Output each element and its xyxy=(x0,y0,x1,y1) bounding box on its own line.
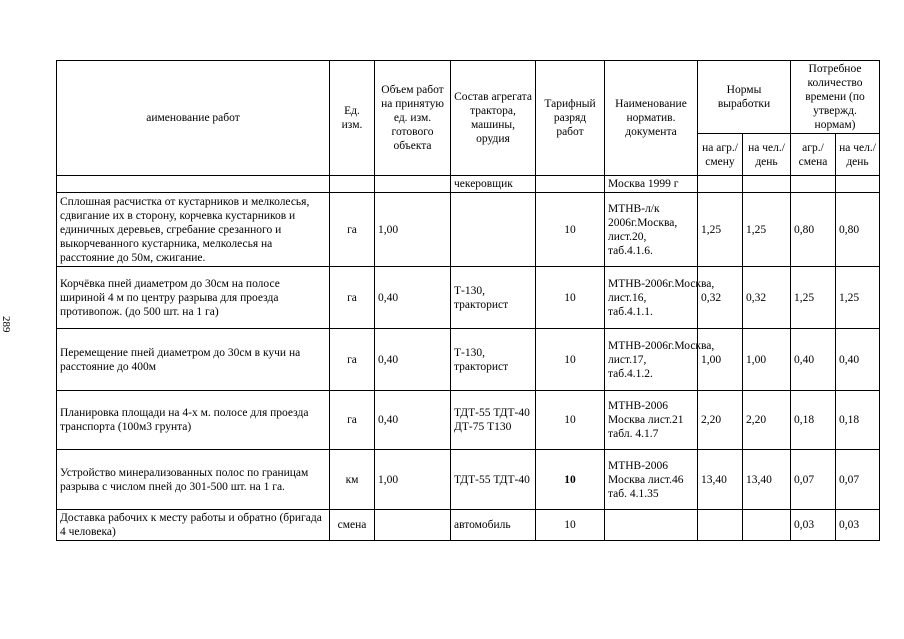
cell-time-man: 0,18 xyxy=(836,391,880,450)
cell-output-man xyxy=(743,510,791,541)
cell-output-agr xyxy=(698,176,743,193)
cell-output-man: 13,40 xyxy=(743,450,791,510)
cell-time-agr: 0,18 xyxy=(791,391,836,450)
header-output-norms: Нормы выработки xyxy=(698,61,791,134)
cell-grade: 10 xyxy=(536,391,605,450)
cell-name: Планировка площади на 4-х м. полосе для проезда транспорта (100м3 грунта) xyxy=(57,391,330,450)
cell-volume: 0,40 xyxy=(375,329,451,391)
cell-output-agr: 0,32 xyxy=(698,267,743,329)
cell-volume: 1,00 xyxy=(375,193,451,267)
cell-aggregate: ТДТ-55 ТДТ-40 ДТ-75 Т130 xyxy=(451,391,536,450)
cell-unit: км xyxy=(330,450,375,510)
header-unit: Ед. изм. xyxy=(330,61,375,176)
cell-grade: 10 xyxy=(536,193,605,267)
cell-time-agr: 1,25 xyxy=(791,267,836,329)
table-row xyxy=(57,193,880,267)
cell-unit: смена xyxy=(330,510,375,541)
cell-document: МТНВ-2006 Москва лист.21 табл. 4.1.7 xyxy=(605,391,698,450)
cell-document xyxy=(605,510,698,541)
header-aggregate: Состав агрегата трактора, машины, орудия xyxy=(451,61,536,176)
cell-volume: 1,00 xyxy=(375,450,451,510)
cell-document: Москва 1999 г xyxy=(605,176,698,193)
cell-aggregate: Т-130, тракторист xyxy=(451,329,536,391)
cell-time-man: 0,40 xyxy=(836,329,880,391)
cell-aggregate xyxy=(451,193,536,267)
cell-volume xyxy=(375,510,451,541)
header-volume: Объем работ на принятую ед. изм. готового объекта xyxy=(375,61,451,176)
work-norms-table xyxy=(56,60,880,541)
cell-time-agr: 0,03 xyxy=(791,510,836,541)
cell-document: МТНВ-2006г.Москва, лист.17, таб.4.1.2. xyxy=(605,329,698,391)
cell-document: МТНВ-2006г.Москва, лист.16, таб.4.1.1. xyxy=(605,267,698,329)
cell-volume: 0,40 xyxy=(375,391,451,450)
table-row xyxy=(57,176,880,193)
cell-unit: га xyxy=(330,329,375,391)
cell-time-agr: 0,07 xyxy=(791,450,836,510)
cell-unit: га xyxy=(330,193,375,267)
cell-time-agr: 0,40 xyxy=(791,329,836,391)
page-number: 289 xyxy=(0,316,12,333)
cell-output-agr: 2,20 xyxy=(698,391,743,450)
cell-output-man: 2,20 xyxy=(743,391,791,450)
cell-document: МТНВ-л/к 2006г.Москва, лист.20, таб.4.1.6. xyxy=(605,193,698,267)
table-row xyxy=(57,450,880,510)
cell-grade xyxy=(536,176,605,193)
cell-time-man: 0,80 xyxy=(836,193,880,267)
header-document: Наименование норматив. документа xyxy=(605,61,698,176)
cell-aggregate: ТДТ-55 ТДТ-40 xyxy=(451,450,536,510)
cell-name xyxy=(57,176,330,193)
header-output-man: на чел./ день xyxy=(743,134,791,176)
cell-grade: 10 xyxy=(536,267,605,329)
header-name: аименование работ xyxy=(57,61,330,176)
cell-output-man xyxy=(743,176,791,193)
cell-output-agr: 13,40 xyxy=(698,450,743,510)
cell-name: Доставка рабочих к месту работы и обратно (бригада 4 человека) xyxy=(57,510,330,541)
table-row xyxy=(57,391,880,450)
cell-name: Корчёвка пней диаметром до 30см на полосе шириной 4 м по центру разрыва для проезда противопож. (до 500 шт. на 1 га) xyxy=(57,267,330,329)
cell-output-man: 1,00 xyxy=(743,329,791,391)
cell-unit xyxy=(330,176,375,193)
header-output-agr: на агр./ смену xyxy=(698,134,743,176)
cell-grade: 10 xyxy=(536,510,605,541)
cell-time-man xyxy=(836,176,880,193)
cell-grade: 10 xyxy=(536,329,605,391)
cell-unit: га xyxy=(330,391,375,450)
cell-name: Перемещение пней диаметром до 30см в кучи на расстояние до 400м xyxy=(57,329,330,391)
cell-aggregate: Т-130, тракторист xyxy=(451,267,536,329)
cell-unit: га xyxy=(330,267,375,329)
cell-name: Устройство минерализованных полос по границам разрыва с числом пней до 301-500 шт. на 1 га. xyxy=(57,450,330,510)
table-row xyxy=(57,329,880,391)
cell-volume xyxy=(375,176,451,193)
cell-time-man: 0,03 xyxy=(836,510,880,541)
cell-volume: 0,40 xyxy=(375,267,451,329)
cell-time-agr: 0,80 xyxy=(791,193,836,267)
cell-output-agr: 1,25 xyxy=(698,193,743,267)
cell-time-agr xyxy=(791,176,836,193)
header-time-man: на чел./ день xyxy=(836,134,880,176)
cell-aggregate: чекеровщик xyxy=(451,176,536,193)
cell-grade: 10 xyxy=(536,450,605,510)
table-row xyxy=(57,267,880,329)
header-grade: Тарифный разряд работ xyxy=(536,61,605,176)
header-time-required: Потребное количество времени (по утвержд. нормам) xyxy=(791,61,880,134)
cell-output-man: 1,25 xyxy=(743,193,791,267)
cell-document: МТНВ-2006 Москва лист.46 таб. 4.1.35 xyxy=(605,450,698,510)
cell-aggregate: автомобиль xyxy=(451,510,536,541)
cell-output-agr xyxy=(698,510,743,541)
cell-time-man: 0,07 xyxy=(836,450,880,510)
cell-time-man: 1,25 xyxy=(836,267,880,329)
table-row xyxy=(57,510,880,541)
cell-output-agr: 1,00 xyxy=(698,329,743,391)
cell-output-man: 0,32 xyxy=(743,267,791,329)
cell-name: Сплошная расчистка от кустарников и мелколесья, сдвигание их в сторону, корчевка кустарников и единичных деревьев, сгребание срезанного и выкорчеванного кустарника, мелколесья на расстояние до 50м, сжигание. xyxy=(57,193,330,267)
header-time-agr: агр./ смена xyxy=(791,134,836,176)
